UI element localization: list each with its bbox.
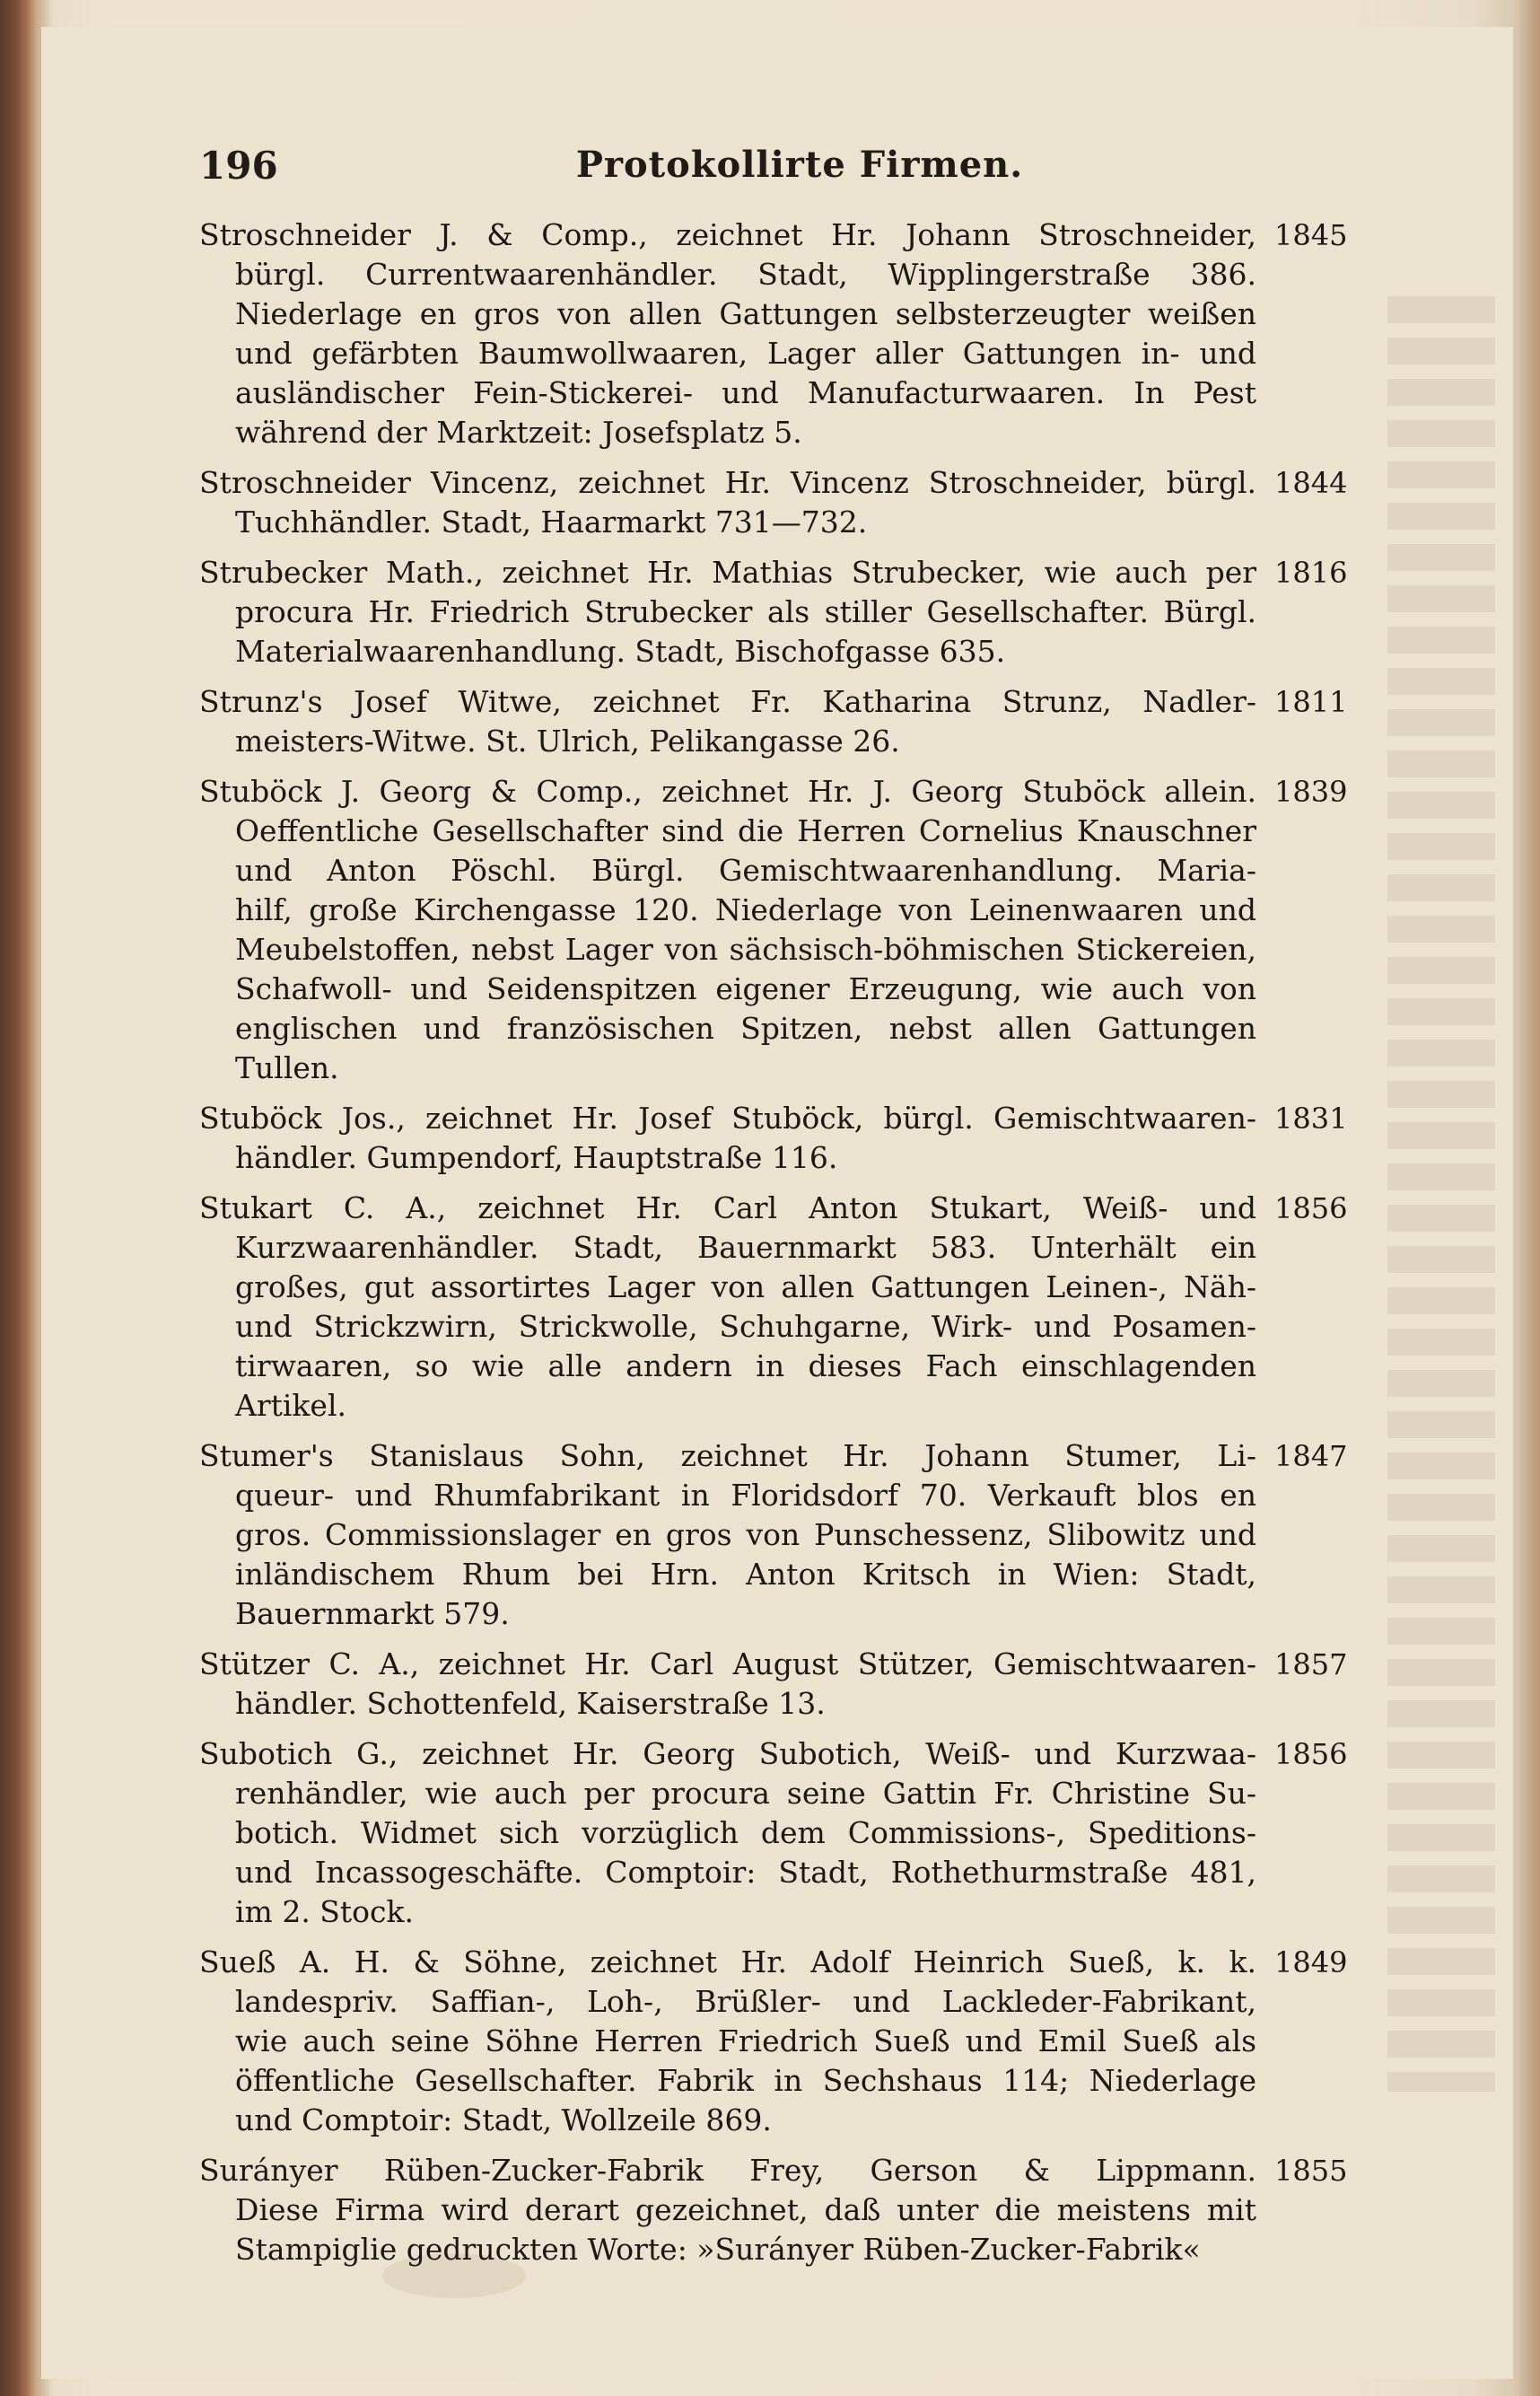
- firm-entry-line: händler. Gumpendorf, Hauptstraße 116.: [235, 1140, 838, 1175]
- firm-entry-line: Bauernmarkt 579.: [235, 1596, 510, 1631]
- firm-entry-line: und Anton Pöschl. Bürgl. Gemischtwaarenhandlung. Maria-: [235, 853, 1256, 888]
- firm-entry-line: öffentliche Gesellschafter. Fabrik in Sechshaus 114; Niederlage: [235, 2063, 1256, 2098]
- firm-entry: [199, 1645, 1357, 1724]
- firm-entry-line: queur- und Rhumfabrikant in Floridsdorf 70. Verkauft blos en: [235, 1478, 1256, 1513]
- registration-year: 1855: [1274, 2154, 1348, 2188]
- firm-entry-line: Kurzwaarenhändler. Stadt, Bauernmarkt 583. Unterhält ein: [235, 1230, 1256, 1265]
- firm-entry-first-line: Sueß A. H. & Söhne, zeichnet Hr. Adolf Heinrich Sueß, k. k. 1849: [199, 1943, 1256, 1982]
- bleed-through-text: [1387, 296, 1495, 2092]
- firm-entry-first-line: Subotich G., zeichnet Hr. Georg Subotich, Weiß- und Kurzwaa- 1856: [199, 1734, 1256, 1774]
- firm-entry-first-line: Stuböck J. Georg & Comp., zeichnet Hr. J. Georg Stuböck allein. 1839: [199, 772, 1256, 812]
- firm-entry-line: händler. Schottenfeld, Kaiserstraße 13.: [235, 1686, 826, 1721]
- firm-entry-line: gros. Commissionslager en gros von Punschessenz, Slibowitz und: [235, 1517, 1256, 1552]
- registration-year: 1811: [1274, 685, 1348, 719]
- firm-entry-line: procura Hr. Friedrich Strubecker als stiller Gesellschafter. Bürgl.: [235, 594, 1256, 629]
- firm-entry-line: Schafwoll- und Seidenspitzen eigener Erzeugung, wie auch von: [235, 971, 1256, 1006]
- firm-entry-line: Niederlage en gros von allen Gattungen selbsterzeugter weißen: [235, 296, 1256, 331]
- firm-entry-line: Diese Firma wird derart gezeichnet, daß unter die meistens mit: [235, 2192, 1256, 2227]
- firm-entry-line: Materialwaarenhandlung. Stadt, Bischofgasse 635.: [235, 634, 1006, 669]
- firm-entry-line: Meubelstoffen, nebst Lager von sächsisch-böhmischen Stickereien,: [235, 932, 1256, 967]
- firm-entry-line: Tuchhändler. Stadt, Haarmarkt 731—732.: [235, 505, 868, 540]
- firm-entry: [199, 1189, 1357, 1426]
- firm-entry-line: meisters-Witwe. St. Ulrich, Pelikangasse 26.: [235, 724, 900, 759]
- firm-entry-line: großes, gut assortirtes Lager von allen Gattungen Leinen-, Näh-: [235, 1269, 1256, 1304]
- registration-year: 1844: [1274, 466, 1348, 500]
- firm-entry: [199, 682, 1357, 761]
- registration-year: 1856: [1274, 1737, 1348, 1771]
- registration-year: 1845: [1274, 218, 1348, 252]
- firm-entry-line: tirwaaren, so wie alle andern in dieses Fach einschlagenden: [235, 1348, 1256, 1383]
- firm-entry-line: landespriv. Saffian-, Loh-, Brüßler- und Lackleder-Fabrikant,: [235, 1984, 1256, 2019]
- firm-entry-line: hilf, große Kirchengasse 120. Niederlage von Leinenwaaren und: [235, 892, 1256, 927]
- firm-entry-first-line: Stuböck Jos., zeichnet Hr. Josef Stuböck, bürgl. Gemischtwaaren- 1831: [199, 1099, 1256, 1138]
- firm-entry-line: und Comptoir: Stadt, Wollzeile 869.: [235, 2102, 772, 2137]
- firm-entry-line: wie auch seine Söhne Herren Friedrich Sueß und Emil Sueß als: [235, 2023, 1256, 2058]
- firm-entry-first-line: Stroschneider J. & Comp., zeichnet Hr. Johann Stroschneider, 1845: [199, 215, 1256, 255]
- firm-entry-first-line: Stroschneider Vincenz, zeichnet Hr. Vincenz Stroschneider, bürgl. 1844: [199, 463, 1256, 503]
- firm-entry-line: botich. Widmet sich vorzüglich dem Commissions-, Speditions-: [235, 1815, 1256, 1850]
- registration-year: 1856: [1274, 1191, 1348, 1225]
- firm-entry: [199, 215, 1357, 452]
- firm-entry: [199, 2151, 1357, 2269]
- firm-entry-line: inländischem Rhum bei Hrn. Anton Kritsch in Wien: Stadt,: [235, 1557, 1256, 1592]
- page-header: [199, 144, 1256, 197]
- registration-year: 1816: [1274, 556, 1348, 590]
- firm-entry-line: und Incassogeschäfte. Comptoir: Stadt, Rothethurmstraße 481,: [235, 1855, 1256, 1890]
- running-title: Protokollirte Firmen.: [575, 144, 1024, 186]
- firm-entry: [199, 553, 1357, 671]
- registration-year: 1839: [1274, 775, 1348, 809]
- registration-year: 1831: [1274, 1101, 1348, 1136]
- firm-entry-first-line: Strunz's Josef Witwe, zeichnet Fr. Katharina Strunz, Nadler- 1811: [199, 682, 1256, 722]
- registration-year: 1857: [1274, 1647, 1348, 1681]
- firm-entry-line: Tullen.: [235, 1050, 339, 1085]
- firm-entry-first-line: Stützer C. A., zeichnet Hr. Carl August Stützer, Gemischtwaaren- 1857: [199, 1645, 1256, 1684]
- firm-entry-line: Artikel.: [235, 1388, 346, 1423]
- registration-year: 1849: [1274, 1945, 1348, 1979]
- firm-entries: [199, 215, 1357, 2280]
- firm-entry-line: ausländischer Fein-Stickerei- und Manufacturwaaren. In Pest: [235, 375, 1256, 410]
- firm-entry: [199, 463, 1357, 542]
- firm-entry-line: und gefärbten Baumwollwaaren, Lager aller Gattungen in- und: [235, 336, 1256, 371]
- page-number: 196: [199, 144, 278, 188]
- firm-entry-line: im 2. Stock.: [235, 1894, 415, 1929]
- firm-entry-first-line: Stukart C. A., zeichnet Hr. Carl Anton Stukart, Weiß- und 1856: [199, 1189, 1256, 1228]
- firm-entry-line: englischen und französischen Spitzen, nebst allen Gattungen: [235, 1011, 1256, 1046]
- firm-entry-line: Stampiglie gedruckten Worte: »Surányer Rüben-Zucker-Fabrik«: [235, 2232, 1201, 2267]
- firm-entry: [199, 1943, 1357, 2140]
- firm-entry-line: während der Marktzeit: Josefsplatz 5.: [235, 415, 802, 450]
- registration-year: 1847: [1274, 1439, 1348, 1473]
- firm-entry: [199, 1099, 1357, 1178]
- firm-entry-first-line: Stumer's Stanislaus Sohn, zeichnet Hr. Johann Stumer, Li- 1847: [199, 1436, 1256, 1476]
- firm-entry-first-line: Strubecker Math., zeichnet Hr. Mathias Strubecker, wie auch per 1816: [199, 553, 1256, 592]
- firm-entry-line: Oeffentliche Gesellschafter sind die Herren Cornelius Knauschner: [235, 813, 1256, 848]
- firm-entry-line: und Strickzwirn, Strickwolle, Schuhgarne, Wirk- und Posamen-: [235, 1309, 1256, 1344]
- firm-entry-line: renhändler, wie auch per procura seine Gattin Fr. Christine Su-: [235, 1776, 1256, 1811]
- firm-entry-first-line: Surányer Rüben-Zucker-Fabrik Frey, Gerson & Lippmann. 1855: [199, 2151, 1256, 2190]
- firm-entry: [199, 772, 1357, 1088]
- firm-entry-line: bürgl. Currentwaarenhändler. Stadt, Wipplingerstraße 386.: [235, 257, 1256, 292]
- firm-entry: [199, 1436, 1357, 1634]
- firm-entry: [199, 1734, 1357, 1932]
